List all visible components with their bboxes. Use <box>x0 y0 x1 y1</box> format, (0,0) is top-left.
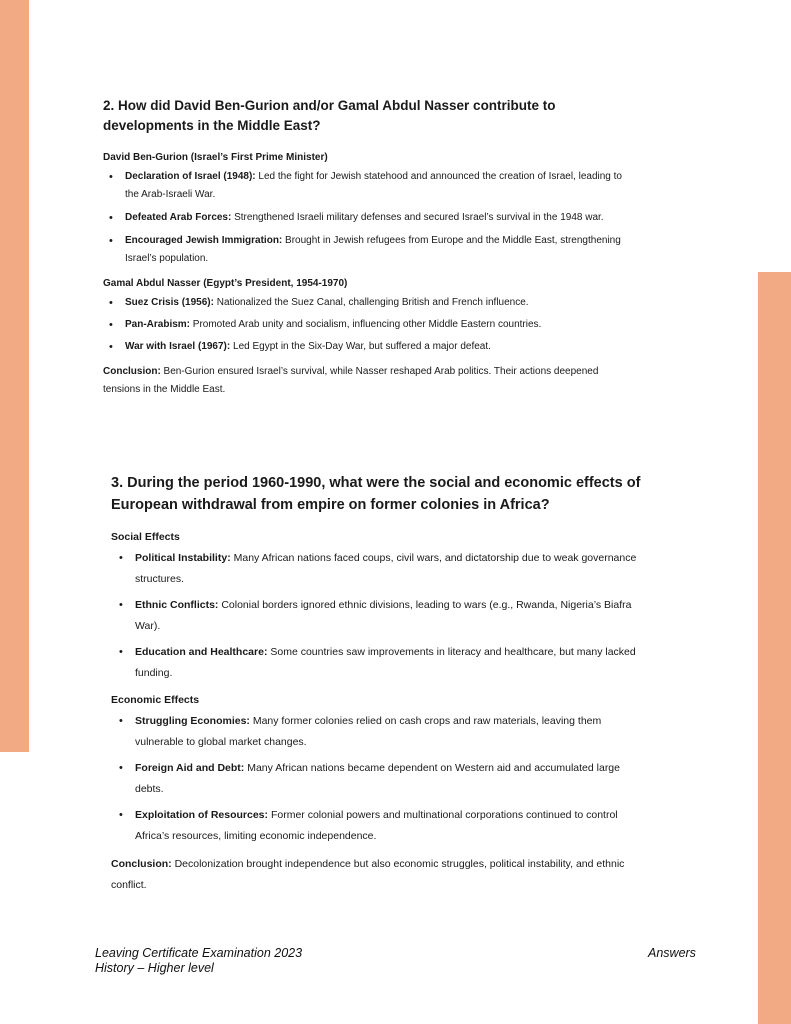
footer-exam-level: History – Higher level <box>95 961 214 975</box>
footer-exam-info <box>95 946 302 976</box>
list-item: • War with Israel (1967): Led Egypt in the Six-Day War, but suffered a major defeat. <box>125 338 623 356</box>
economic-effects-heading: Economic Effects <box>111 694 200 706</box>
left-accent-bar <box>0 0 29 752</box>
bullet-icon: • <box>109 297 113 309</box>
list-item: • Declaration of Israel (1948): Led the fight for Jewish statehood and announced the creation of Israel, leading to the Arab-Israeli War. <box>125 168 625 204</box>
bullet-icon: • <box>119 552 123 564</box>
bullet-icon: • <box>119 762 123 774</box>
bullet-icon: • <box>109 212 113 224</box>
list-item: • Foreign Aid and Debt: Many African nations became dependent on Western aid and accumulated large debts. <box>135 758 645 800</box>
economic-effects-list <box>119 711 645 847</box>
bullet-icon: • <box>109 171 113 183</box>
question-2-section <box>103 96 623 399</box>
bullet-icon: • <box>119 809 123 821</box>
question-2-conclusion: Conclusion: Ben-Gurion ensured Israel’s survival, while Nasser reshaped Arab politics. Their actions deepened tensions in the Middle East. <box>103 366 599 395</box>
bullet-icon: • <box>119 646 123 658</box>
footer-answers-label: Answers <box>648 946 696 960</box>
nasser-heading: Gamal Abdul Nasser (Egypt’s President, 1954-1970) <box>103 278 348 289</box>
bullet-icon: • <box>109 235 113 247</box>
list-item: • Political Instability: Many African nations faced coups, civil wars, and dictatorship due to weak governance structures. <box>135 548 645 590</box>
question-3-conclusion: Conclusion: Decolonization brought independence but also economic struggles, political instability, and ethnic conflict. <box>111 858 625 891</box>
bullet-icon: • <box>119 599 123 611</box>
bullet-icon: • <box>109 341 113 353</box>
list-item: • Struggling Economies: Many former colonies relied on cash crops and raw materials, leaving them vulnerable to global market changes. <box>135 711 645 753</box>
list-item: • Education and Healthcare: Some countries saw improvements in literacy and healthcare, but many lacked funding. <box>135 642 645 684</box>
social-effects-heading: Social Effects <box>111 531 180 543</box>
social-effects-list <box>119 548 645 684</box>
bullet-icon: • <box>109 319 113 331</box>
list-item: • Pan-Arabism: Promoted Arab unity and socialism, influencing other Middle Eastern countries. <box>125 316 623 334</box>
question-3-section <box>111 472 641 896</box>
list-item: • Defeated Arab Forces: Strengthened Israeli military defenses and secured Israel’s survival in the 1948 war. <box>125 209 625 227</box>
list-item: • Suez Crisis (1956): Nationalized the Suez Canal, challenging British and French influence. <box>125 294 623 312</box>
nasser-list <box>109 294 623 356</box>
question-3-title: 3. During the period 1960-1990, what were the social and economic effects of European withdrawal from empire on former colonies in Africa? <box>111 475 641 513</box>
list-item: • Ethnic Conflicts: Colonial borders ignored ethnic divisions, leading to wars (e.g., Rwanda, Nigeria’s Biafra War). <box>135 595 645 637</box>
ben-gurion-list <box>109 168 625 268</box>
list-item: • Exploitation of Resources: Former colonial powers and multinational corporations continued to control Africa’s resources, limiting economic independence. <box>135 805 645 847</box>
right-accent-bar <box>758 272 791 1024</box>
question-2-title: 2. How did David Ben-Gurion and/or Gamal Abdul Nasser contribute to developments in the Middle East? <box>103 98 556 133</box>
footer-exam-title: Leaving Certificate Examination 2023 <box>95 946 303 960</box>
ben-gurion-heading: David Ben-Gurion (Israel’s First Prime Minister) <box>103 152 328 163</box>
bullet-icon: • <box>119 715 123 727</box>
list-item: • Encouraged Jewish Immigration: Brought in Jewish refugees from Europe and the Middle East, strengthening Israel’s population. <box>125 232 625 268</box>
